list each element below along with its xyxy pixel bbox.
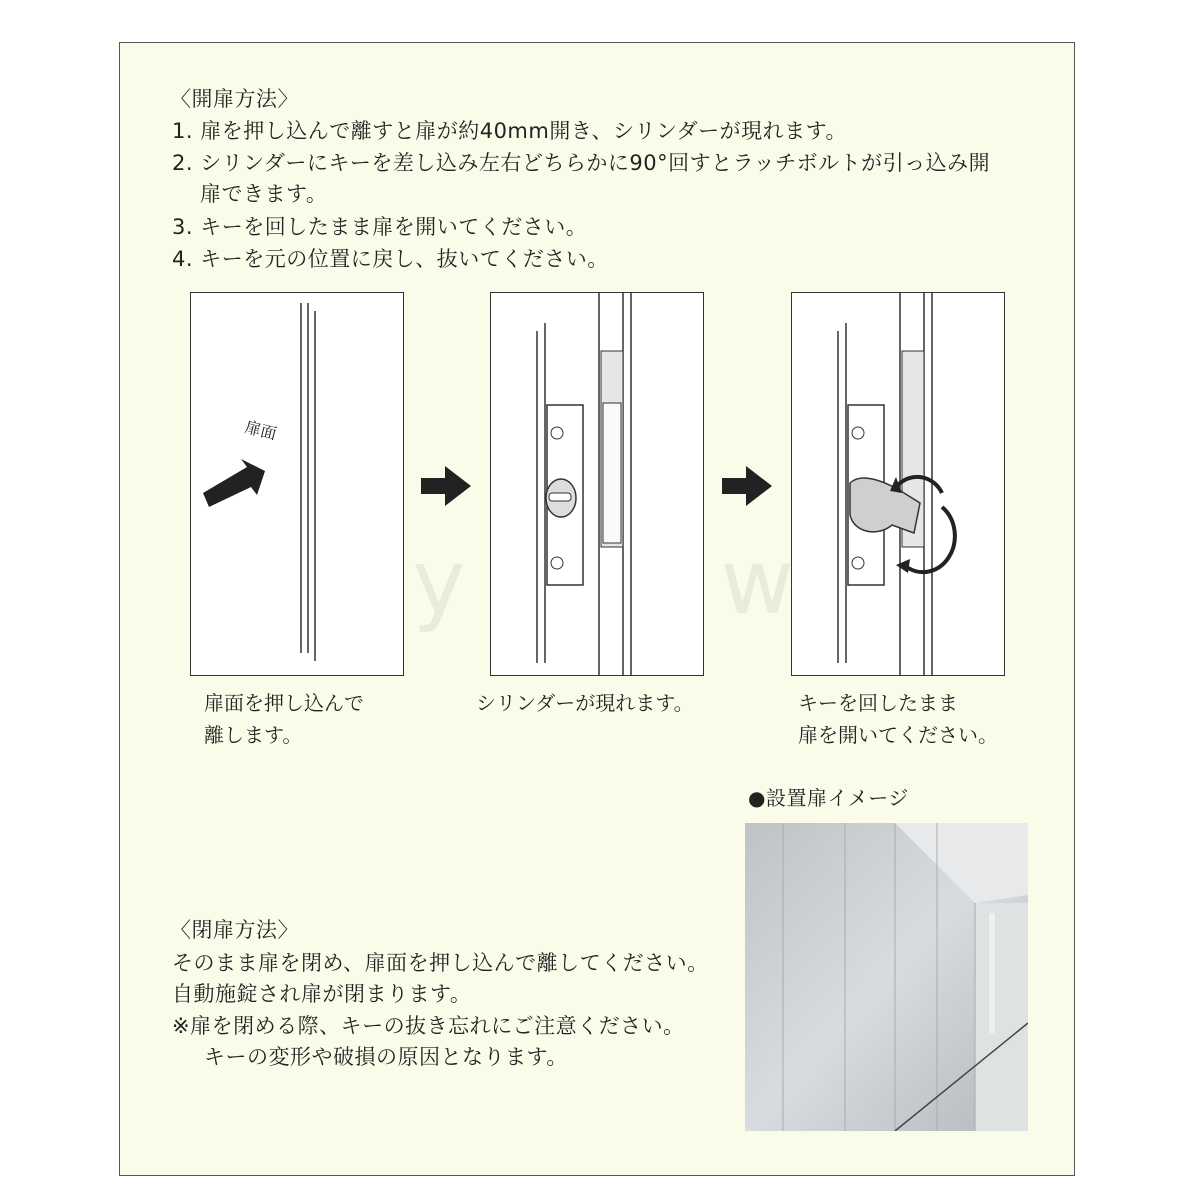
close-line-2: 自動施錠され扉が閉まります。: [172, 982, 472, 1006]
caption-3-line-1: キーを回したまま: [798, 691, 958, 715]
door-face-label: 扉面: [242, 417, 279, 444]
open-step-2: 2. シリンダーにキーを差し込み左右どちらかに90°回すとラッチボルトが引っ込み開: [172, 151, 991, 175]
close-note-cont: キーの変形や破損の原因となります。: [204, 1045, 568, 1069]
watermark: town: [562, 530, 920, 635]
figure-turn-key: [791, 292, 1005, 676]
open-step-1: 1. 扉を押し込んで離すと扉が約40mm開き、シリンダーが現れます。: [172, 119, 847, 143]
figure-cylinder-appears: [490, 292, 704, 676]
caption-1-line-1: 扉面を押し込んで: [204, 691, 364, 715]
caption-3-line-2: 扉を開いてください。: [798, 723, 998, 747]
open-method-heading: 〈開扉方法〉: [170, 87, 299, 111]
caption-1-line-2: 離します。: [204, 723, 303, 747]
figure-push-door: [190, 292, 404, 676]
open-step-3: 3. キーを回したまま扉を開いてください。: [172, 215, 588, 239]
open-step-2-cont: 扉できます。: [200, 182, 328, 206]
next-arrow-icon: [722, 466, 772, 506]
open-step-4: 4. キーを元の位置に戻し、抜いてください。: [172, 247, 609, 271]
caption-2: シリンダーが現れます。: [476, 691, 694, 715]
next-arrow-icon: [421, 466, 471, 506]
close-line-1: そのまま扉を閉め、扉面を押し込んで離してください。: [172, 951, 709, 975]
close-note: ※扉を閉める際、キーの抜き忘れにご注意ください。: [172, 1014, 685, 1038]
close-method-heading: 〈閉扉方法〉: [170, 918, 299, 942]
install-door-photo: [745, 823, 1028, 1131]
install-image-heading: ●設置扉イメージ: [748, 786, 909, 810]
push-arrow-icon: [203, 459, 265, 507]
